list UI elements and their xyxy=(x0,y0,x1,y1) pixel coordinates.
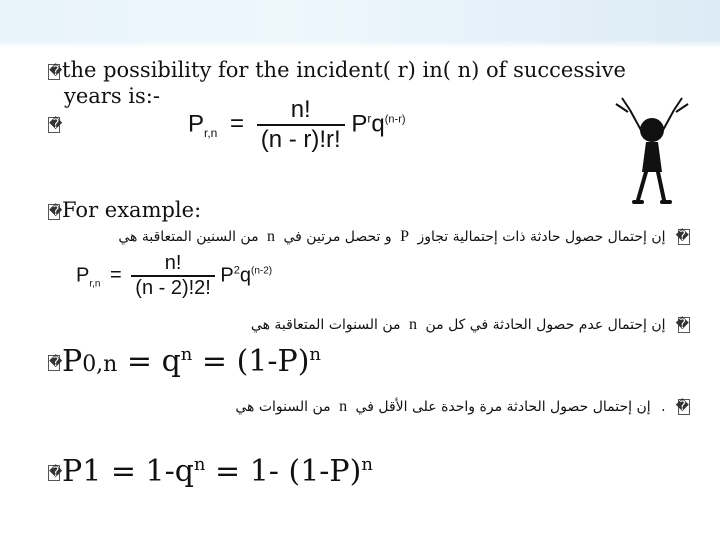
formula4-exp2: n xyxy=(361,454,373,475)
formula-den-b: !r! xyxy=(319,126,341,153)
formula4-sub: 1 xyxy=(82,454,102,489)
stick-figure-icon xyxy=(612,96,692,208)
formula-fraction xyxy=(257,96,345,154)
formula-num: n! xyxy=(290,96,311,123)
formula-den-a: (n - r) xyxy=(260,126,320,153)
formula3-lead: P xyxy=(62,344,83,379)
formula2-q-exp: (n-2) xyxy=(251,265,273,277)
bullet-icon: � xyxy=(675,317,689,332)
example-heading-text: For example: xyxy=(62,198,202,222)
formula4-lead: P xyxy=(62,454,83,489)
formula-p: P xyxy=(351,110,368,138)
bullet-icon: � xyxy=(49,203,63,219)
formula3-text: = q xyxy=(117,344,181,379)
arabic-3-pre: إن إحتمال حصول الحادثة مرة واحدة على الأقل في xyxy=(355,399,651,415)
formula2-p: P xyxy=(220,264,234,287)
arabic-3-var-n: n xyxy=(339,398,348,415)
arabic-1-mid: و تحصل مرتين في xyxy=(283,229,392,245)
formula-zero-events xyxy=(48,344,321,379)
formula-lhs-sub: r,n xyxy=(204,126,218,141)
bullet-icon: � xyxy=(49,465,63,480)
formula3-exp2: n xyxy=(309,344,321,365)
arabic-2-pre: إن إحتمال عدم حصول الحادثة في كل من xyxy=(425,317,666,333)
arabic-2-var-n: n xyxy=(409,316,418,333)
arabic-3-post: من السنوات هي xyxy=(235,399,331,415)
arabic-line-1 xyxy=(118,228,692,246)
bullet-icon: � xyxy=(49,116,63,132)
arabic-line-2 xyxy=(251,316,692,334)
title-band xyxy=(0,0,720,48)
bullet-icon: � xyxy=(49,355,63,370)
formula-q: q xyxy=(371,110,385,138)
formula-den xyxy=(257,124,345,154)
formula4-exp1: n xyxy=(193,454,206,475)
arabic-line-3 xyxy=(235,398,692,416)
arabic-1-var-n: n xyxy=(267,228,276,245)
formula2-lhs-sub: r,n xyxy=(89,278,101,290)
bullet-icon: � xyxy=(675,399,689,414)
formula-eq: = xyxy=(230,110,245,138)
arabic-1-post: من السنين المتعاقبة هي xyxy=(118,229,259,245)
arabic-3-trail: . xyxy=(661,399,666,415)
arabic-2-post: من السنوات المتعاقبة هي xyxy=(250,317,401,333)
formula-binomial xyxy=(188,96,406,154)
formula-p-exp: r xyxy=(367,111,372,126)
formula2-eq: = xyxy=(110,264,122,287)
formula-at-least-once xyxy=(48,454,373,489)
formula4-text2: = 1- (1-P) xyxy=(205,454,362,489)
formula3-text2: = (1-P) xyxy=(192,344,310,379)
intro-text: the possibility for the incident( r) in( n) of successive xyxy=(62,58,626,82)
formula2-num: n! xyxy=(164,252,182,274)
formula2-p-exp: 2 xyxy=(233,264,240,277)
intro-line-2: years is:- xyxy=(64,84,160,108)
formula2-fraction xyxy=(131,252,215,300)
formula-lhs: P xyxy=(188,110,205,138)
formula-q-exp: (n-r) xyxy=(384,113,406,126)
formula3-sub: 0,n xyxy=(82,352,118,377)
bullet-icon: � xyxy=(49,63,63,79)
formula2-q: q xyxy=(239,264,252,287)
intro-line xyxy=(48,58,626,82)
formula4-text: = 1-q xyxy=(101,454,194,489)
arabic-1-pre: إن إحتمال حصول حادثة ذات إحتمالية تجاوز xyxy=(417,229,666,245)
bullet-icon: � xyxy=(675,229,689,244)
formula2-den: (n - 2)!2! xyxy=(131,275,215,300)
formula2-lhs: P xyxy=(76,264,90,287)
empty-bullet xyxy=(48,114,62,133)
arabic-1-var-p: P xyxy=(400,228,410,245)
formula-example xyxy=(76,252,272,300)
example-heading xyxy=(48,198,201,222)
formula3-exp1: n xyxy=(180,344,193,365)
